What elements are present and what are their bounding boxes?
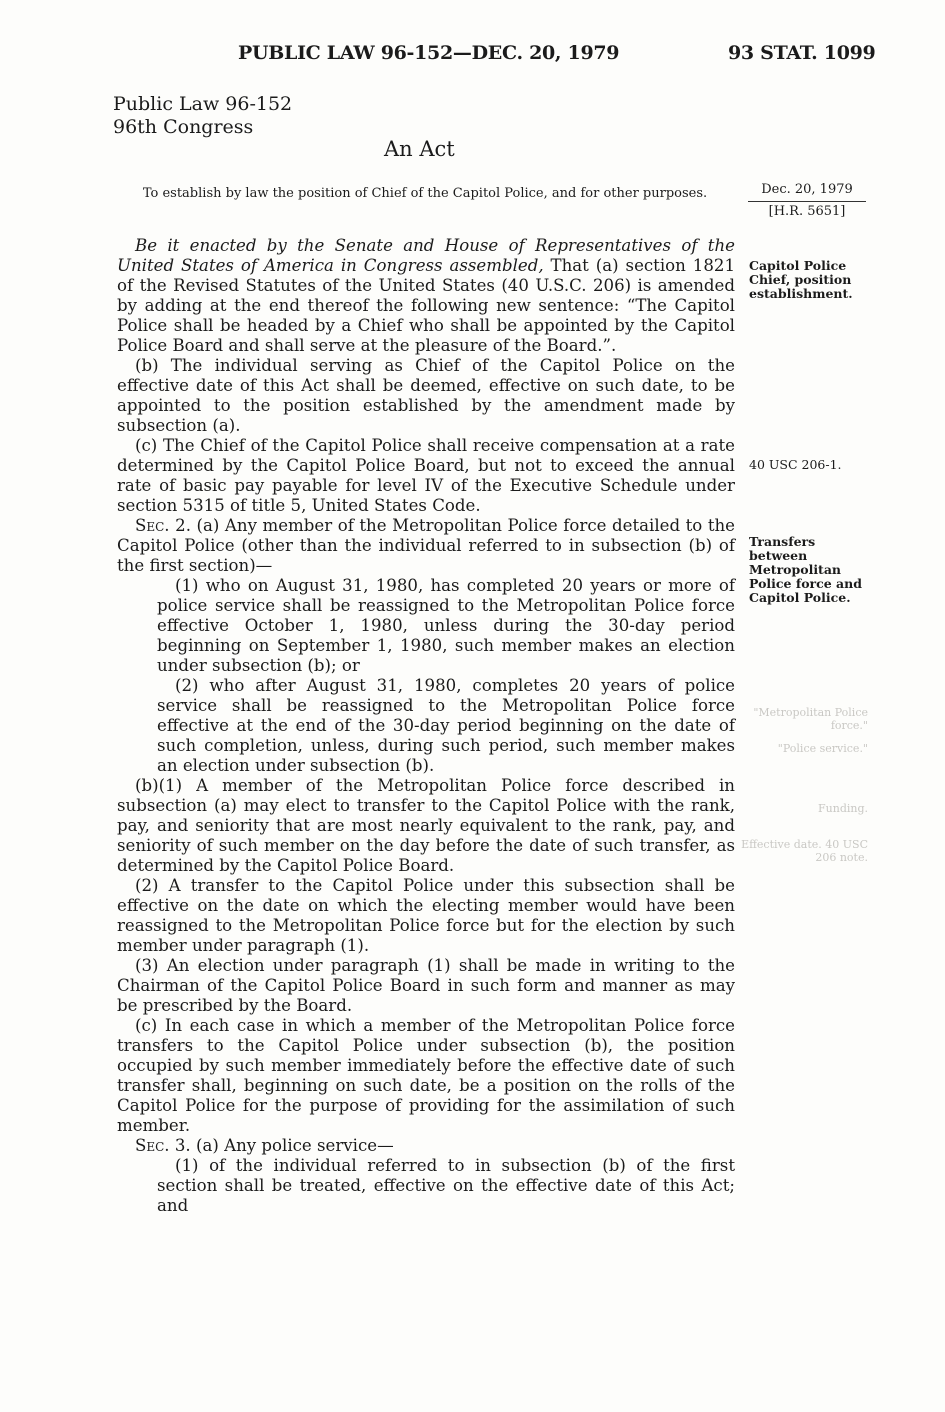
section-2-paragraph-b1: (b)(1) A member of the Metropolitan Police force described in subsection (a) may elect to transfer to the Capitol Police with the rank, pay, and seniority that are most nearly equivalent to the rank, pay, and seniority of such member on the day before the date of such transfer, as determined by the Capitol Police Board. [117, 776, 735, 875]
section-3-clause-1: (1) of the individual referred to in subsection (b) of the first section shall be treated, effective on the effective date of this Act; and [157, 1156, 735, 1215]
section-3-paragraph-a [117, 1136, 735, 1156]
act-title: An Act [384, 137, 455, 161]
bleed-through-note: Effective date. 40 USC 206 note. [741, 838, 868, 864]
bleed-through-note: Funding. [818, 802, 868, 815]
margin-note-usc-citation: 40 USC 206-1. [749, 457, 842, 472]
section-2-paragraph-c: (c) In each case in which a member of the Metropolitan Police force transfers to the Capitol Police under subsection (b), the position occupied by such member immediately before the effective date of such transfer shall, beginning on such date, be a position on the rolls of the Capitol Police for the purpose of providing for the assimilation of such member. [117, 1016, 735, 1135]
enacting-clause: Be it enacted by the Senate and House of Representatives of the United States of America in Congress assembled, [117, 236, 735, 275]
public-law-number: Public Law 96-152 [113, 93, 293, 115]
margin-note-chief-position: Capitol Police Chief, position establishment. [749, 258, 853, 301]
bleed-through-note: "Metropolitan Police force." [753, 706, 868, 732]
act-purpose: To establish by law the position of Chief of the Capitol Police, and for other purposes. [142, 186, 708, 201]
law-identifier [113, 93, 292, 139]
section-label: Sec. [135, 1136, 170, 1155]
section-2-clause-2: (2) who after August 31, 1980, completes 20 years of police service shall be reassigned to the Metropolitan Police force effective at the end of the 30-day period beginning on the date of such completion, unless, during such period, such member makes an election under subsection (b). [157, 676, 735, 775]
statute-body [117, 236, 735, 1216]
congress-number: 96th Congress [113, 116, 254, 138]
section-2-paragraph-b2: (2) A transfer to the Capitol Police under this subsection shall be effective on the date on which the electing member would have been reassigned to the Metropolitan Police force but for the election by such member under paragraph (1). [117, 876, 735, 955]
section-label: Sec. [135, 516, 170, 535]
section-1-paragraph-b: (b) The individual serving as Chief of the Capitol Police on the effective date of this Act shall be deemed, effective on such date, to be appointed to the position established by the amendment made by subsection (a). [117, 356, 735, 435]
statute-page-number: 93 STAT. 1099 [728, 42, 876, 64]
enactment-date: Dec. 20, 1979 [748, 180, 866, 202]
bleed-through-note: "Police service." [777, 742, 868, 755]
running-head [0, 40, 945, 70]
section-2-clause-1: (1) who on August 31, 1980, has completed 20 years or more of police service shall be reassigned to the Metropolitan Police force effective October 1, 1980, unless during the 30-day period beginning on September 1, 1980, such member makes an election under subsection (b); or [157, 576, 735, 675]
paragraph-text: That (a) section 1821 of the Revised Statutes of the United States (40 U.S.C. 206) is amended by adding at the end thereof the following new sentence: “The Capitol Police shall be headed by a Chief who shall be appointed by the Capitol Police Board and shall serve at the pleasure of the Board.”. [117, 256, 735, 355]
section-2-paragraph-b3: (3) An election under paragraph (1) shall be made in writing to the Chairman of the Capitol Police Board in such form and manner as may be prescribed by the Board. [117, 956, 735, 1015]
section-1-paragraph-a [117, 236, 735, 356]
paragraph-text: 2. (a) Any member of the Metropolitan Police force detailed to the Capitol Police (other than the individual referred to in subsection (b) of the first section)— [117, 516, 735, 575]
bill-number: [H.R. 5651] [768, 204, 846, 219]
running-head-title: PUBLIC LAW 96-152—DEC. 20, 1979 [238, 42, 620, 64]
margin-date-block [748, 180, 866, 221]
section-2-paragraph-a [117, 516, 735, 576]
section-1-paragraph-c: (c) The Chief of the Capitol Police shall receive compensation at a rate determined by the Capitol Police Board, but not to exceed the annual rate of basic pay payable for level IV of the Executive Schedule under section 5315 of title 5, United States Code. [117, 436, 735, 515]
margin-note-transfers: Transfers between Metropolitan Police force and Capitol Police. [749, 534, 862, 605]
paragraph-text: 3. (a) Any police service— [169, 1136, 394, 1155]
